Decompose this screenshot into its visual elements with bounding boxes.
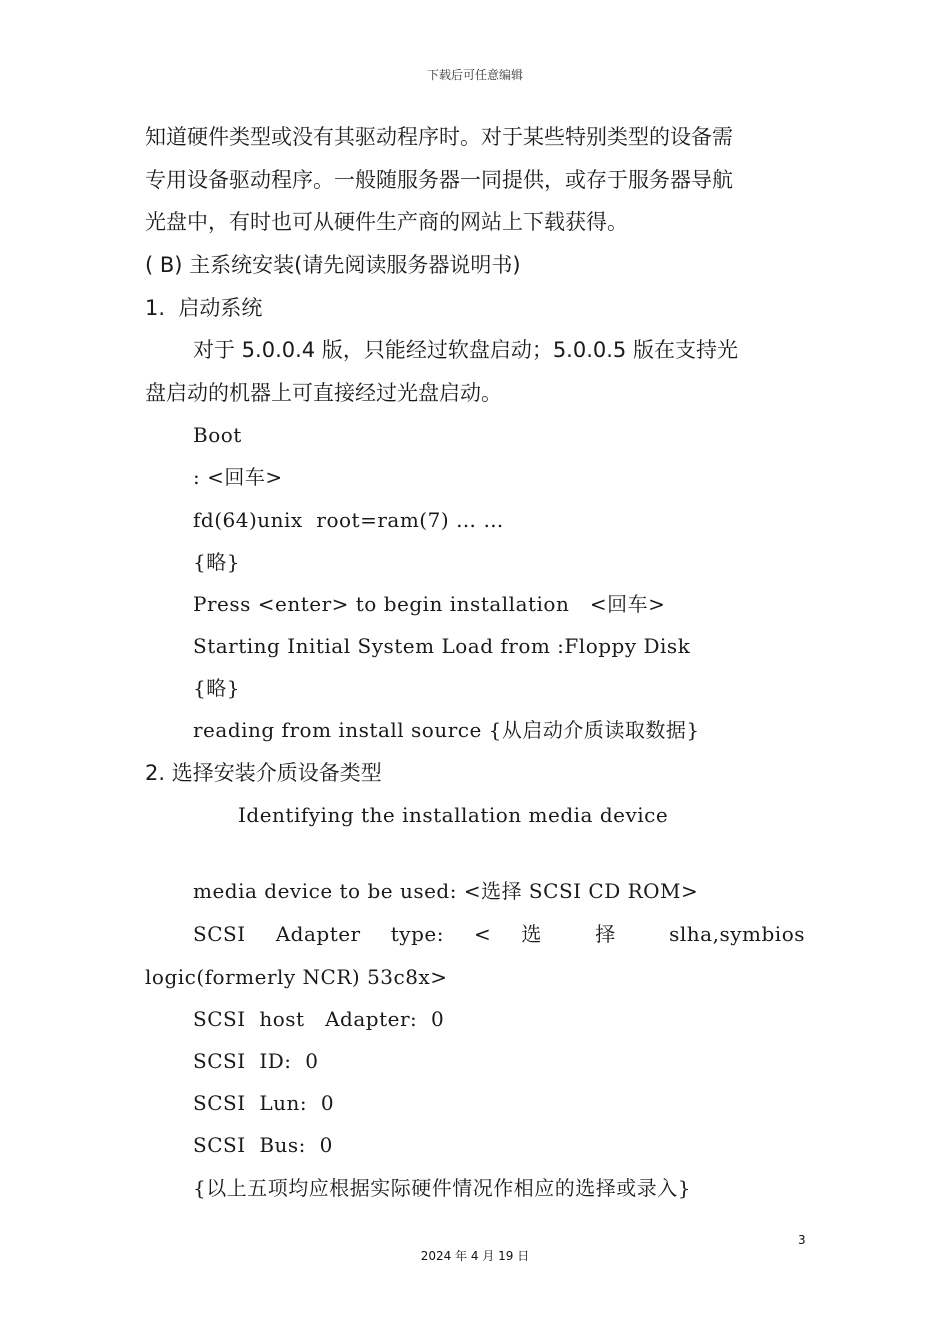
console-scsi-adapter-type: SCSI Adapter type: < 选 择 slha,symbios xyxy=(193,922,805,946)
console-identifying-media: Identifying the installation media device xyxy=(238,803,669,827)
body-line-2: 专用设备驱动程序。一般随服务器一同提供，或存于服务器导航 xyxy=(145,168,733,192)
console-enter: : <回车> xyxy=(193,465,283,489)
console-reading-source: reading from install source {从启动介质读取数据} xyxy=(193,718,700,742)
body-line-3: 光盘中，有时也可从硬件生产商的网站上下载获得。 xyxy=(145,210,628,234)
page-date: 2024 年 4 月 19 日 xyxy=(420,1249,530,1263)
console-omitted-1: {略} xyxy=(193,550,240,574)
console-boot: Boot xyxy=(193,423,242,447)
section-heading-b: ( B) 主系统安装(请先阅读服务器说明书) xyxy=(145,253,521,277)
body-line-boot-info-1: 对于 5.0.0.4 版，只能经过软盘启动；5.0.0.5 版在支持光 xyxy=(193,338,738,362)
console-scsi-bus: SCSI Bus: 0 xyxy=(193,1133,333,1157)
console-scsi-lun: SCSI Lun: 0 xyxy=(193,1091,335,1115)
page-header: 下载后可任意编辑 xyxy=(426,68,523,82)
step-2-heading: 2. 选择安装介质设备类型 xyxy=(145,761,382,785)
console-omitted-2: {略} xyxy=(193,676,240,700)
body-line-1: 知道硬件类型或没有其驱动程序时。对于某些特别类型的设备需 xyxy=(145,125,733,149)
console-press-enter: Press <enter> to begin installation <回车> xyxy=(193,592,666,616)
console-starting-load: Starting Initial System Load from :Floppy Disk xyxy=(193,634,691,658)
console-media-device: media device to be used: <选择 SCSI CD ROM> xyxy=(193,879,699,903)
page-number: 3 xyxy=(798,1233,806,1247)
console-scsi-host-adapter: SCSI host Adapter: 0 xyxy=(193,1007,445,1031)
step-1-heading: 1. 启动系统 xyxy=(145,296,263,320)
body-line-boot-info-2: 盘启动的机器上可直接经过光盘启动。 xyxy=(145,381,502,405)
console-scsi-adapter-type-cont: logic(formerly NCR) 53c8x> xyxy=(145,965,448,989)
console-note: {以上五项均应根据实际硬件情况作相应的选择或录入} xyxy=(193,1176,691,1200)
console-scsi-id: SCSI ID: 0 xyxy=(193,1049,319,1073)
console-fd-unix: fd(64)unix root=ram(7) … … xyxy=(193,508,504,532)
